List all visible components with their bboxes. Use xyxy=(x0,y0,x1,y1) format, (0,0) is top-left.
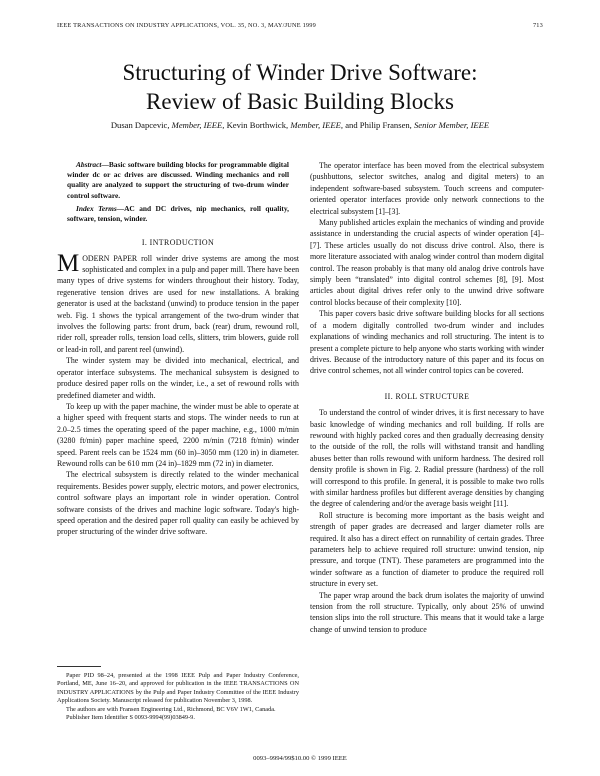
intro-lead-caps: ODERN PAPER xyxy=(82,253,138,263)
footnote-rule xyxy=(57,666,101,667)
right-column xyxy=(310,160,544,635)
intro-paragraph-4: The electrical subsystem is directly related to the winder mechanical requirements. Besides power supply, electric motors, and power electronics, control software plays an important role in winder operation. Control software consists of the drives and machine logic software. Today's high-speed operation and the desired paper roll quality can easily be achieved by proper structuring of the winder drive software. xyxy=(57,470,299,537)
author-2: Kevin Borthwick, xyxy=(226,120,289,130)
author-3-role: Senior Member, IEEE xyxy=(414,120,490,130)
title-line-2: Review of Basic Building Blocks xyxy=(146,89,454,114)
intro-paragraph-2: The winder system may be divided into mechanical, electrical, and operator interface subsystems. The mechanical subsystem is designed to produce desired paper rolls on the winder, i.e., a set of rewound rolls with predefined diameter and width. xyxy=(57,356,299,400)
right-paragraph-6: The paper wrap around the back drum isolates the majority of unwind tension from the roll structure. Typically, only about 25% of unwind tension slips into the roll structure. This means that it would take a large change of unwind tension to produce xyxy=(310,590,544,634)
index-terms-label: Index Terms— xyxy=(76,203,125,213)
abstract-label: Abstract— xyxy=(76,160,109,169)
footnote-affiliation: The authors are with Fransen Engineering Ltd., Richmond, BC V6V 1W1, Canada. xyxy=(66,705,276,713)
author-3: and Philip Fransen, xyxy=(345,120,412,130)
left-column xyxy=(57,160,299,538)
right-paragraph-4: To understand the control of winder drives, it is first necessary to have basic knowledge of winding mechanics and roll building. If rolls are rewound with highly packed cores and then gradually decreasing density to the outside of the roll, the rolls will withstand transit and handling abuses better than rolls rewound with uniform hardness. The desired roll density profile is shown in Fig. 2. Radial pressure (hardness) of the roll will correspond to this profile. In general, it is possible to make two rolls with similar hardness profiles but different average densities by changing the degree of calendering and/or the average basis weight [11]. xyxy=(310,408,544,509)
author-1: Dusan Dapcevic, xyxy=(110,120,170,130)
intro-paragraph-3: To keep up with the paper machine, the winder must be able to operate at a higher speed with frequent starts and stops. The winder needs to run at 2.0–2.5 times the operating speed of the paper machine, e.g., 1000 m/min (3280 ft/min) paper machine speed, 2200 m/min (7218 ft/min) winder speed. Parent reels can be 1524 mm (60 in)–3050 mm (120 in) in diameter. Rewound rolls can be 610 mm (24 in)–1829 mm (72 in) in diameter. xyxy=(57,401,299,468)
drop-cap: M xyxy=(57,249,80,277)
section-heading-introduction: I. INTRODUCTION xyxy=(141,238,215,248)
intro-paragraph-1 xyxy=(57,249,300,356)
footnote xyxy=(57,672,299,722)
running-header xyxy=(57,22,543,29)
footnote-identifier: Publisher Item Identifier S 0093-9994(99)03849-9. xyxy=(66,714,195,722)
intro-p1-text: roll winder drive systems are among the most sophisticated and complex in a pulp and paper mill. There have been many types of drive systems for winders throughout their history. Today, regenerative tension drives are used for new installations. A braking generator is used at the backstand (unwind) to produce tension in the paper web. Fig. 1 shows the typical arrangement of the two-drum winder that involves the following parts: front drum, back (rear) drum, rewound roll, rider roll, spreader rolls, tension load cells, slitters, trim blowers, guide roll or lead-in roll, and parent reel (unwind). xyxy=(57,253,300,354)
right-paragraph-1: The operator interface has been moved from the electrical subsystem (pushbuttons, selector switches, analog and digital meters) to an independent software-based subsystem. Touch screens and computer-oriented operator interfaces provide only network connections to the electrical subsystem [1]–[3]. xyxy=(310,161,544,216)
page-number: 713 xyxy=(532,22,543,29)
index-terms-text: AC and DC drives, nip mechanics, roll quality, software, tension, winder. xyxy=(67,203,290,224)
title-line-1: Structuring of Winder Drive Software: xyxy=(122,60,478,85)
footnote-manuscript: Paper PID 98–24, presented at the 1998 IEEE Pulp and Paper Industry Conference, Portland, ME, June 16–20, and approved for publication in the IEEE TRANSACTIONS ON INDUSTRY APPLICATIONS by the Pulp and Paper Industry Committee of the IEEE Industry Applications Society. Manuscript released for publication November 3, 1998. xyxy=(57,672,299,705)
journal-header: IEEE TRANSACTIONS ON INDUSTRY APPLICATIONS, VOL. 35, NO. 3, MAY/JUNE 1999 xyxy=(57,22,316,29)
index-terms xyxy=(67,204,289,224)
abstract xyxy=(67,160,289,201)
paper-title xyxy=(0,58,600,116)
author-1-role: Member, IEEE, xyxy=(171,120,225,130)
section-heading-roll-structure: II. ROLL STRUCTURE xyxy=(384,391,470,401)
right-paragraph-5: Roll structure is becoming more important as the basis weight and strength of paper grades are decreased and larger diameter rolls are required. It also has a direct effect on runnability of certain grades. Three parameters help to achieve required roll structure: unwind tension, nip pressure, and torque (TNT). These parameters are programmed into the winder software as a function of diameter to produce the required roll structure in every set. xyxy=(310,510,544,589)
abstract-text: Basic software building blocks for programmable digital winder dc or ac drives are discussed. Winding mechanics and roll quality are analyzed to support the structuring of two-drum winder control software. xyxy=(67,160,289,200)
copyright-line: 0093–9994/99$10.00 © 1999 IEEE xyxy=(253,755,347,762)
right-paragraph-3: This paper covers basic drive software building blocks for all sections of a modern digitally controlled two-drum winder and includes explanations of winding mechanics and roll structuring. The intent is to present a complete picture to help anyone who starts working with winder drives. Because of the introductory nature of this paper and its focus on drive control schemes, not all winder control topics can be covered. xyxy=(310,309,544,376)
author-2-role: Member, IEEE, xyxy=(290,120,344,130)
author-list xyxy=(0,120,600,130)
right-paragraph-2: Many published articles explain the mechanics of winding and provide assistance in understanding the crucial aspects of winder operation [4]–[7]. These articles usually do not discuss drive control. Also, there is more literature associated with analog winder control than modern digital control. The reason probably is that many old analog drive controls have simply been “translated” into digital control schemes [8], [9]. Most articles about digital drives refer only to the unwind drive software control blocks because of their complexity [10]. xyxy=(310,218,544,307)
